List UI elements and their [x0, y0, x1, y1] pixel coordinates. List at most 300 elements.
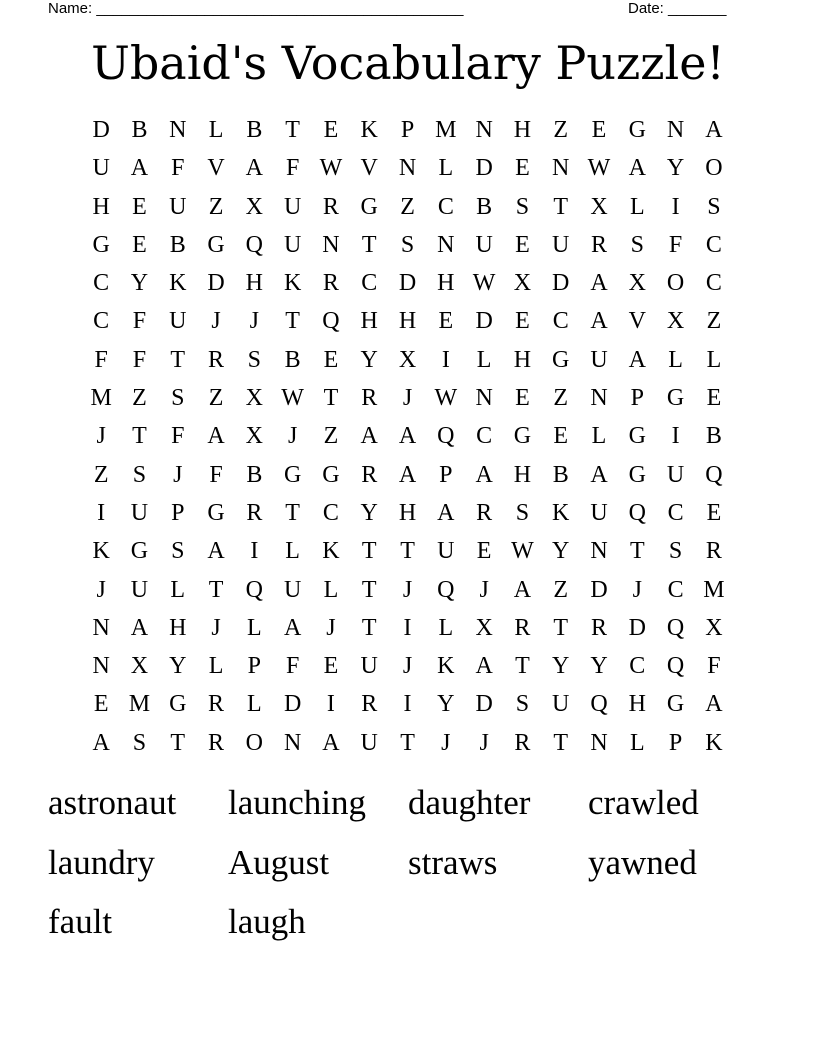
word-item: August	[228, 842, 330, 882]
grid-letter: U	[283, 576, 302, 603]
grid-letter: E	[706, 499, 722, 526]
grid-letter: F	[707, 653, 721, 680]
grid-row	[82, 302, 733, 340]
grid-letter: R	[361, 691, 378, 718]
grid-letter: M	[90, 385, 112, 412]
grid-letter: W	[472, 270, 496, 297]
grid-letter: U	[360, 729, 378, 756]
grid-letter: L	[706, 346, 722, 373]
grid-letter: E	[438, 308, 454, 335]
word-row	[48, 778, 768, 838]
grid-letter: F	[132, 308, 147, 335]
grid-letter: X	[475, 614, 493, 641]
grid-letter: T	[285, 308, 300, 335]
grid-letter: T	[361, 231, 377, 258]
word-item: astronaut	[48, 783, 177, 822]
grid-letter: F	[171, 155, 185, 182]
grid-letter: E	[323, 346, 339, 373]
grid-letter: E	[591, 117, 607, 143]
grid-letter: S	[515, 691, 530, 718]
grid-row	[82, 111, 733, 149]
grid-letter: G	[207, 499, 225, 526]
grid-letter: E	[515, 385, 530, 412]
grid-letter: R	[246, 499, 263, 526]
grid-letter: E	[476, 538, 492, 565]
grid-letter: T	[285, 499, 300, 526]
grid-letter: E	[515, 155, 530, 182]
grid-letter: Z	[208, 193, 224, 220]
grid-letter: U	[552, 231, 570, 258]
grid-letter: T	[553, 614, 569, 641]
grid-letter: K	[283, 270, 302, 297]
grid-letter: W	[434, 385, 458, 412]
grid-letter: L	[247, 691, 262, 718]
grid-letter: S	[400, 231, 415, 258]
grid-letter: S	[707, 193, 721, 220]
grid-letter: U	[92, 155, 110, 182]
grid-letter: N	[590, 538, 608, 565]
grid-letter: S	[630, 231, 644, 258]
grid-letter: M	[435, 117, 457, 143]
grid-letter: D	[475, 155, 493, 182]
grid-letter: E	[132, 231, 147, 258]
grid-letter: J	[402, 653, 413, 680]
grid-letter: G	[360, 193, 378, 220]
grid-letter: N	[322, 231, 340, 258]
grid-letter: Z	[93, 461, 109, 488]
grid-letter: D	[590, 576, 608, 603]
grid-letter: X	[245, 193, 263, 220]
grid-letter: K	[360, 117, 378, 143]
grid-letter: X	[705, 614, 723, 641]
grid-letter: C	[93, 308, 110, 335]
grid-letter: D	[92, 117, 110, 143]
grid-letter: L	[170, 576, 186, 603]
grid-letter: X	[245, 423, 263, 450]
grid-letter: T	[361, 576, 377, 603]
grid-letter: D	[475, 308, 493, 335]
grid-letter: S	[668, 538, 683, 565]
grid-letter: Z	[208, 385, 224, 412]
grid-letter: D	[475, 691, 493, 718]
grid-letter: S	[247, 346, 262, 373]
grid-letter: U	[130, 499, 149, 526]
grid-letter: J	[441, 729, 451, 756]
grid-letter: Q	[628, 499, 646, 526]
grid-letter: S	[171, 385, 185, 412]
grid-letter: G	[628, 461, 646, 488]
letter-grid	[82, 111, 733, 762]
grid-letter: I	[326, 691, 335, 718]
grid-letter: L	[323, 576, 339, 603]
grid-letter: X	[628, 270, 646, 297]
grid-row	[82, 456, 733, 494]
grid-letter: R	[476, 499, 493, 526]
grid-row	[82, 379, 733, 417]
grid-letter: U	[283, 193, 302, 220]
grid-letter: Y	[360, 499, 378, 526]
grid-letter: X	[130, 653, 149, 680]
grid-letter: C	[552, 308, 569, 335]
grid-letter: F	[668, 231, 683, 258]
grid-letter: A	[322, 729, 340, 756]
grid-letter: R	[514, 614, 531, 641]
grid-letter: W	[319, 155, 343, 182]
grid-letter: L	[438, 614, 454, 641]
grid-letter: A	[207, 538, 225, 565]
grid-row	[82, 609, 733, 647]
grid-letter: Z	[706, 308, 722, 335]
grid-letter: A	[245, 155, 263, 182]
grid-letter: B	[705, 423, 722, 450]
grid-letter: X	[513, 270, 532, 297]
grid-letter: A	[513, 576, 532, 603]
grid-row	[82, 149, 733, 187]
grid-letter: R	[208, 729, 225, 756]
grid-letter: T	[515, 653, 530, 680]
grid-row	[82, 264, 733, 302]
grid-letter: D	[398, 270, 417, 297]
grid-letter: G	[628, 423, 646, 450]
grid-letter: A	[207, 423, 225, 450]
grid-letter: U	[130, 576, 149, 603]
grid-letter: H	[245, 270, 263, 297]
word-item: laundry	[48, 842, 155, 882]
grid-letter: P	[171, 499, 185, 526]
grid-letter: R	[705, 538, 722, 565]
grid-letter: J	[287, 423, 298, 450]
grid-letter: J	[211, 614, 221, 641]
grid-letter: O	[245, 729, 263, 756]
word-row	[48, 838, 768, 898]
grid-letter: U	[360, 653, 378, 680]
grid-letter: Z	[323, 423, 339, 450]
grid-letter: T	[361, 538, 377, 565]
grid-letter: F	[285, 155, 300, 182]
grid-letter: Y	[590, 653, 608, 680]
grid-letter: V	[360, 155, 378, 182]
grid-letter: D	[283, 691, 302, 718]
grid-letter: H	[437, 270, 455, 297]
grid-letter: Q	[437, 576, 455, 603]
grid-letter: L	[629, 729, 645, 756]
grid-letter: E	[553, 423, 569, 450]
grid-letter: N	[475, 385, 493, 412]
grid-letter: B	[169, 231, 186, 258]
grid-letter: T	[629, 538, 645, 565]
grid-letter: O	[705, 155, 723, 182]
grid-letter: N	[437, 231, 455, 258]
grid-letter: K	[322, 538, 340, 565]
grid-letter: C	[705, 270, 722, 297]
grid-letter: E	[323, 117, 339, 143]
grid-letter: N	[475, 117, 493, 143]
grid-letter: G	[283, 461, 302, 488]
grid-letter: L	[438, 155, 454, 182]
grid-letter: X	[245, 385, 263, 412]
grid-letter: I	[403, 691, 412, 718]
word-item: yawned	[588, 842, 697, 882]
word-item: crawled	[588, 783, 699, 822]
grid-letter: T	[170, 346, 186, 373]
grid-letter: S	[515, 499, 530, 526]
grid-letter: T	[553, 193, 569, 220]
grid-letter: E	[515, 231, 530, 258]
grid-letter: P	[400, 117, 415, 143]
grid-letter: S	[132, 461, 147, 488]
grid-letter: Y	[169, 653, 187, 680]
grid-letter: K	[169, 270, 187, 297]
grid-letter: P	[630, 385, 644, 412]
grid-letter: D	[207, 270, 225, 297]
grid-letter: I	[403, 614, 412, 641]
grid-letter: I	[441, 346, 450, 373]
grid-letter: L	[668, 346, 683, 373]
grid-letter: U	[169, 193, 187, 220]
grid-letter: T	[170, 729, 186, 756]
grid-letter: N	[92, 614, 110, 641]
grid-letter: K	[552, 499, 570, 526]
grid-letter: J	[479, 576, 489, 603]
grid-letter: G	[169, 691, 187, 718]
grid-letter: U	[437, 538, 455, 565]
grid-letter: H	[92, 193, 110, 220]
grid-letter: J	[96, 576, 106, 603]
grid-letter: P	[668, 729, 683, 756]
grid-letter: B	[284, 346, 301, 373]
grid-letter: Z	[400, 193, 415, 220]
grid-letter: B	[246, 461, 263, 488]
grid-letter: G	[552, 346, 570, 373]
grid-letter: H	[628, 691, 646, 718]
grid-row	[82, 685, 733, 723]
grid-letter: R	[208, 691, 225, 718]
grid-letter: J	[96, 423, 106, 450]
word-list	[48, 778, 768, 957]
grid-letter: J	[211, 308, 221, 335]
grid-letter: O	[666, 270, 685, 297]
grid-letter: K	[705, 729, 723, 756]
grid-row	[82, 417, 733, 455]
grid-letter: Y	[130, 270, 149, 297]
grid-letter: J	[402, 385, 413, 412]
grid-letter: T	[323, 385, 339, 412]
grid-letter: G	[130, 538, 149, 565]
grid-letter: C	[437, 193, 454, 220]
grid-letter: T	[285, 117, 300, 143]
grid-letter: A	[283, 614, 302, 641]
grid-letter: H	[513, 461, 532, 488]
grid-letter: G	[666, 691, 685, 718]
grid-letter: Z	[132, 385, 147, 412]
grid-letter: C	[705, 231, 722, 258]
grid-letter: R	[591, 614, 608, 641]
grid-letter: Y	[666, 155, 685, 182]
grid-letter: N	[92, 653, 110, 680]
grid-letter: H	[513, 117, 532, 143]
grid-letter: F	[132, 346, 147, 373]
grid-letter: U	[475, 231, 493, 258]
grid-letter: A	[628, 346, 646, 373]
grid-letter: N	[398, 155, 417, 182]
grid-letter: G	[92, 231, 110, 258]
date-field-label: Date: _______	[628, 0, 727, 17]
grid-letter: R	[322, 193, 339, 220]
grid-letter: B	[246, 117, 263, 143]
grid-letter: D	[552, 270, 570, 297]
grid-letter: X	[666, 308, 685, 335]
grid-letter: L	[208, 117, 224, 143]
grid-letter: C	[629, 653, 646, 680]
grid-letter: N	[169, 117, 187, 143]
grid-row	[82, 341, 733, 379]
grid-letter: N	[283, 729, 302, 756]
grid-letter: A	[398, 423, 417, 450]
header-line	[48, 0, 748, 20]
grid-letter: R	[322, 270, 339, 297]
grid-row	[82, 494, 733, 532]
word-item: daughter	[408, 783, 531, 822]
word-item: launching	[228, 783, 367, 822]
grid-letter: Q	[245, 231, 263, 258]
grid-letter: J	[326, 614, 336, 641]
grid-letter: S	[171, 538, 185, 565]
grid-letter: F	[171, 423, 185, 450]
grid-letter: F	[94, 346, 108, 373]
grid-letter: W	[587, 155, 611, 182]
grid-letter: C	[667, 499, 684, 526]
word-item: laugh	[228, 902, 306, 941]
grid-letter: Y	[360, 346, 378, 373]
grid-letter: L	[476, 346, 492, 373]
grid-letter: G	[666, 385, 685, 412]
grid-row	[82, 647, 733, 685]
grid-letter: H	[398, 499, 417, 526]
grid-letter: J	[632, 576, 642, 603]
grid-letter: F	[285, 653, 300, 680]
grid-letter: R	[361, 461, 378, 488]
grid-letter: X	[590, 193, 608, 220]
grid-letter: E	[132, 193, 147, 220]
grid-letter: A	[628, 155, 646, 182]
grid-letter: J	[402, 576, 413, 603]
grid-letter: U	[590, 346, 608, 373]
grid-letter: I	[671, 193, 680, 220]
grid-row	[82, 188, 733, 226]
grid-letter: Q	[666, 614, 685, 641]
grid-letter: U	[552, 691, 570, 718]
grid-letter: D	[628, 614, 646, 641]
grid-letter: E	[515, 308, 530, 335]
grid-letter: I	[97, 499, 106, 526]
grid-letter: F	[209, 461, 223, 488]
grid-letter: R	[591, 231, 608, 258]
grid-row	[82, 226, 733, 264]
grid-letter: R	[361, 385, 378, 412]
grid-letter: A	[590, 270, 608, 297]
grid-letter: U	[666, 461, 685, 488]
grid-letter: N	[590, 385, 608, 412]
grid-letter: L	[208, 653, 224, 680]
grid-letter: A	[705, 691, 723, 718]
grid-letter: Q	[705, 461, 723, 488]
grid-letter: T	[132, 423, 147, 450]
grid-letter: K	[92, 538, 110, 565]
grid-letter: S	[132, 729, 147, 756]
grid-letter: N	[552, 155, 570, 182]
grid-letter: C	[93, 270, 110, 297]
grid-letter: B	[552, 461, 569, 488]
grid-letter: W	[281, 385, 304, 412]
grid-letter: Z	[553, 385, 569, 412]
grid-letter: P	[247, 653, 262, 680]
grid-letter: U	[169, 308, 187, 335]
grid-letter: P	[439, 461, 453, 488]
word-row	[48, 897, 768, 957]
grid-letter: A	[398, 461, 417, 488]
grid-letter: T	[361, 614, 377, 641]
page-title: Ubaid's Vocabulary Puzzle!	[91, 36, 725, 90]
word-item: straws	[408, 842, 498, 882]
grid-letter: G	[207, 231, 225, 258]
grid-letter: Q	[666, 653, 685, 680]
grid-letter: A	[475, 461, 493, 488]
word-item: fault	[48, 902, 113, 941]
grid-letter: T	[400, 729, 415, 756]
grid-letter: U	[283, 231, 302, 258]
grid-letter: S	[515, 193, 530, 220]
grid-letter: L	[591, 423, 607, 450]
grid-letter: A	[705, 117, 723, 143]
grid-letter: J	[249, 308, 259, 335]
grid-letter: C	[322, 499, 339, 526]
grid-letter: J	[173, 461, 183, 488]
grid-letter: L	[285, 538, 300, 565]
grid-letter: I	[671, 423, 680, 450]
grid-letter: N	[590, 729, 608, 756]
grid-letter: H	[169, 614, 187, 641]
grid-letter: C	[476, 423, 493, 450]
grid-letter: M	[703, 576, 725, 603]
grid-letter: C	[361, 270, 378, 297]
grid-letter: Q	[590, 691, 608, 718]
grid-letter: H	[360, 308, 378, 335]
grid-letter: A	[437, 499, 455, 526]
grid-letter: T	[400, 538, 415, 565]
grid-letter: R	[514, 729, 531, 756]
grid-letter: Z	[553, 117, 569, 143]
grid-letter: H	[513, 346, 532, 373]
grid-letter: A	[130, 614, 149, 641]
grid-letter: Y	[552, 653, 570, 680]
grid-row	[82, 532, 733, 570]
grid-letter: Q	[437, 423, 455, 450]
grid-letter: A	[360, 423, 378, 450]
grid-letter: V	[207, 155, 225, 182]
grid-letter: Q	[322, 308, 340, 335]
grid-letter: Q	[245, 576, 263, 603]
grid-letter: A	[92, 729, 110, 756]
grid-letter: M	[128, 691, 151, 718]
name-field-label: Name: ____________________________________________	[48, 0, 464, 17]
grid-letter: B	[131, 117, 148, 143]
grid-letter: U	[590, 499, 608, 526]
grid-letter: X	[398, 346, 417, 373]
grid-letter: A	[590, 461, 608, 488]
grid-letter: A	[130, 155, 149, 182]
grid-letter: E	[323, 653, 339, 680]
grid-row	[82, 724, 733, 762]
